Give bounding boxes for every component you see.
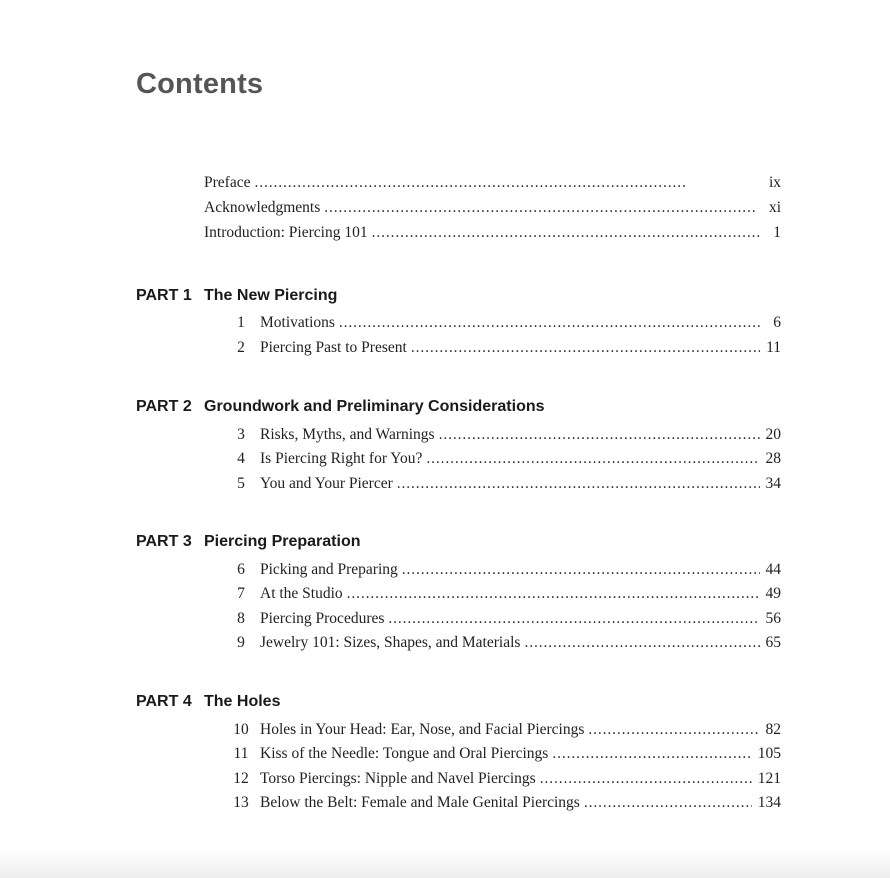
dot-leader [426,448,759,470]
entry-page: 11 [766,339,781,356]
toc-entry-introduction[interactable] [204,222,781,244]
dot-leader [584,792,752,814]
page-bottom-shadow [0,850,890,878]
chapter-number: 6 [237,561,245,578]
dot-leader [347,583,760,605]
dot-leader [254,172,761,194]
entry-title: Jewelry 101: Sizes, Shapes, and Materials [260,634,521,651]
entry-page: 44 [765,561,781,578]
dot-leader [439,424,760,446]
entry-title: Preface [204,174,251,191]
entry-page: 20 [765,426,781,443]
dot-leader [397,473,760,495]
entry-title: Acknowledgments [204,199,321,216]
entry-page: 34 [765,475,781,492]
part-title: Groundwork and Preliminary Considerations [204,398,545,415]
entry-page: 49 [765,585,781,602]
dot-leader [388,608,759,630]
entry-page: 28 [765,450,781,467]
dot-leader [372,222,761,244]
part-title: The New Piercing [204,287,338,304]
toc-entry-chapter[interactable] [230,632,781,654]
entry-page: 6 [773,314,781,331]
entry-title: Below the Belt: Female and Male Genital Piercings [260,794,580,811]
dot-leader [540,768,752,790]
dot-leader [588,719,759,741]
part-label: PART 1 [136,287,192,304]
chapter-number: 11 [233,745,249,762]
entry-page: 56 [765,610,781,627]
part-title: Piercing Preparation [204,533,361,550]
entry-title: Kiss of the Needle: Tongue and Oral Piercings [260,745,549,762]
part-title: The Holes [204,693,281,710]
chapter-number: 10 [233,721,249,738]
part-heading [136,398,545,416]
toc-entry-chapter[interactable] [230,559,781,581]
page-title: Contents [136,68,264,100]
part-label: PART 4 [136,693,192,710]
chapter-number: 9 [237,634,245,651]
part-heading [136,533,361,551]
dot-leader [411,337,760,359]
toc-entry-chapter[interactable] [230,719,781,741]
chapter-number: 2 [237,339,245,356]
chapter-number: 13 [233,794,249,811]
toc-entry-chapter[interactable] [230,792,781,814]
entry-page: 134 [757,794,781,811]
toc-entry-chapter[interactable] [230,337,781,359]
chapter-number: 8 [237,610,245,627]
dot-leader [552,743,751,765]
entry-title: Motivations [260,314,335,331]
part-label: PART 2 [136,398,192,415]
chapter-number: 5 [237,475,245,492]
chapter-number: 1 [237,314,245,331]
chapter-number: 4 [237,450,245,467]
dot-leader [524,632,759,654]
entry-title: Risks, Myths, and Warnings [260,426,435,443]
toc-entry-chapter[interactable] [230,743,781,765]
toc-entry-preface[interactable] [204,172,781,194]
entry-title: Holes in Your Head: Ear, Nose, and Facial Piercings [260,721,585,738]
entry-page: ix [768,174,781,191]
entry-page: 121 [757,770,781,787]
toc-entry-chapter[interactable] [230,768,781,790]
part-label: PART 3 [136,533,192,550]
entry-title: You and Your Piercer [260,475,393,492]
entry-page: 82 [765,721,781,738]
entry-title: Picking and Preparing [260,561,398,578]
entry-page: xi [768,199,781,216]
entry-title: Is Piercing Right for You? [260,450,423,467]
toc-entry-chapter[interactable] [230,608,781,630]
entry-page: 1 [773,224,781,241]
dot-leader [402,559,760,581]
entry-title: At the Studio [260,585,343,602]
entry-title: Introduction: Piercing 101 [204,224,368,241]
part-heading [136,287,337,305]
chapter-number: 12 [233,770,249,787]
toc-entry-chapter[interactable] [230,424,781,446]
toc-entry-chapter[interactable] [230,473,781,495]
chapter-number: 7 [237,585,245,602]
chapter-number: 3 [237,426,245,443]
dot-leader [324,197,761,219]
part-heading [136,693,280,711]
entry-page: 65 [765,634,781,651]
entry-title: Piercing Procedures [260,610,385,627]
toc-entry-chapter[interactable] [230,448,781,470]
toc-entry-chapter[interactable] [230,583,781,605]
entry-title: Piercing Past to Present [260,339,407,356]
entry-page: 105 [757,745,781,762]
toc-entry-acknowledgments[interactable] [204,197,781,219]
dot-leader [339,312,761,334]
entry-title: Torso Piercings: Nipple and Navel Piercings [260,770,536,787]
toc-entry-chapter[interactable] [230,312,781,334]
